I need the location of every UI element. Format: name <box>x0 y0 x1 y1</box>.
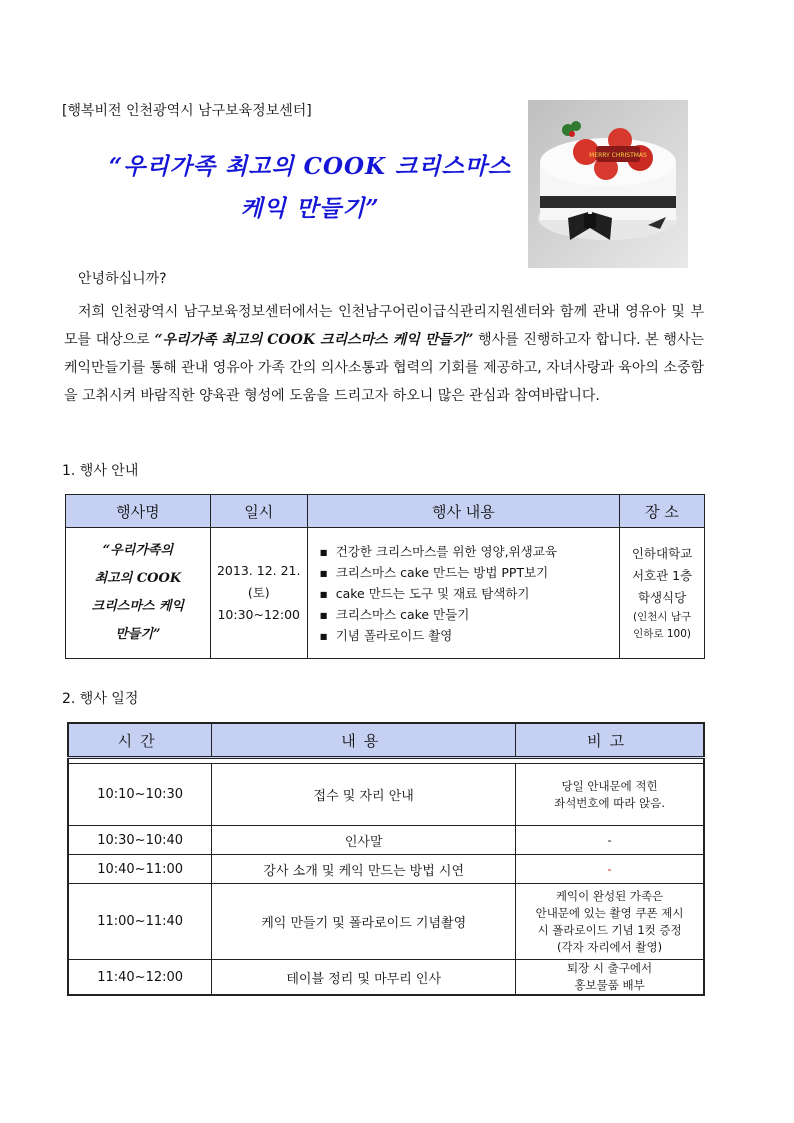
list-item: ■ 건강한 크리스마스를 위한 영양,위생교육 <box>332 541 619 562</box>
schedule-time: 11:00~11:40 <box>68 884 212 960</box>
schedule-note-line: 좌석번호에 따라 앉음. <box>554 795 666 810</box>
section-heading-schedule: 2. 행사 일정 <box>62 691 139 707</box>
header-time: 시간 <box>68 723 212 758</box>
list-item: ■ 크리스마스 cake 만드는 방법 PPT보기 <box>332 562 619 583</box>
table-row <box>68 826 704 855</box>
organization-header: [행복비전 인천광역시 남구보육정보센터] <box>62 103 312 119</box>
event-name-cell <box>66 528 211 659</box>
header-date: 일시 <box>210 495 307 528</box>
event-time-line: 10:30~12:00 <box>217 607 300 622</box>
section-heading-event-info: 1. 행사 안내 <box>62 463 139 479</box>
schedule-note: - <box>516 855 704 884</box>
list-item: ■ cake 만드는 도구 및 재료 탐색하기 <box>332 583 619 604</box>
intro-paragraph <box>64 298 704 410</box>
list-item: ■ 크리스마스 cake 만들기 <box>332 604 619 625</box>
header-event-name: 행사명 <box>66 495 211 528</box>
event-info-header-row <box>66 495 705 528</box>
schedule-time: 10:30~10:40 <box>68 826 212 855</box>
list-item: ■ 기념 폴라로이드 촬영 <box>332 625 619 646</box>
schedule-note-line: 당일 안내문에 적힌 <box>561 778 658 793</box>
schedule-note-line: 시 폴라로이드 기념 1컷 증정 <box>537 922 682 937</box>
intro-text-before: 저희 인천광역시 남구보육정보센터에서는 인천남구어린이급식관리지원센터와 함께 관내 영유아 및 부모를 대상으로 <box>64 304 704 348</box>
intro-text-after: 행사를 진행하고자 합니다. 본 행사는 케익만들기를 통해 관내 영유아 가족 간의 의사소통과 협력의 기회를 제공하고, 자녀사랑과 육아의 소중함을 고취시켜 바람직한 양육관 형성에 도움을 드리고자 하오니 많은 관심과 참여바랍니다. <box>64 332 705 404</box>
schedule-content: 접수 및 자리 안내 <box>212 764 516 826</box>
event-venue-cell <box>620 528 705 659</box>
event-info-table <box>65 494 705 659</box>
schedule-note-line: (각자 자리에서 촬영) <box>556 939 663 954</box>
venue-line: 서호관 1층 <box>631 568 693 583</box>
table-row <box>68 855 704 884</box>
schedule-note-line: 퇴장 시 출구에서 <box>567 961 653 975</box>
schedule-time: 10:40~11:00 <box>68 855 212 884</box>
venue-line: 학생식당 <box>637 590 687 605</box>
christmas-cake-photo <box>528 100 688 268</box>
event-name-line: 만들기” <box>115 627 161 642</box>
schedule-table <box>67 722 705 996</box>
schedule-note <box>516 764 704 826</box>
schedule-note <box>516 960 704 996</box>
header-content: 내용 <box>212 723 516 758</box>
schedule-content: 인사말 <box>212 826 516 855</box>
schedule-content: 테이블 정리 및 마무리 인사 <box>212 960 516 996</box>
table-row <box>68 960 704 996</box>
schedule-note-line: 홍보물품 배부 <box>574 978 645 992</box>
event-date-cell <box>210 528 307 659</box>
table-row <box>68 764 704 826</box>
event-title-line-2: 케익 만들기” <box>240 195 380 222</box>
event-name-line: 크리스마스 케익 <box>91 599 185 614</box>
schedule-header-row <box>68 723 704 758</box>
event-info-row <box>66 528 705 659</box>
schedule-time: 11:40~12:00 <box>68 960 212 996</box>
event-date-line: 2013. 12. 21. <box>216 563 301 578</box>
schedule-note <box>516 884 704 960</box>
event-name-line: 최고의 COOK <box>94 571 182 586</box>
header-venue: 장 소 <box>620 495 705 528</box>
greeting-text: 안녕하십니까? <box>78 271 167 287</box>
schedule-note-line: 케익이 완성된 가족은 <box>555 888 664 903</box>
header-note: 비고 <box>516 723 704 758</box>
schedule-note-line: 안내문에 있는 촬영 쿠폰 제시 <box>535 905 684 920</box>
event-content-cell <box>307 528 619 659</box>
event-content-list <box>318 541 619 646</box>
event-title-line-1: “우리가족 최고의 COOK 크리스마스 <box>108 153 512 180</box>
schedule-time: 10:10~10:30 <box>68 764 212 826</box>
intro-event-name: “우리가족 최고의 COOK 크리스마스 케익 만들기” <box>154 332 474 348</box>
schedule-note: - <box>516 826 704 855</box>
venue-address-line: (인천시 남구 <box>632 611 692 623</box>
table-row <box>68 884 704 960</box>
cake-plaque-text: MERRY CHRISTMAS <box>589 152 647 159</box>
schedule-content: 케익 만들기 및 폴라로이드 기념촬영 <box>212 884 516 960</box>
venue-line: 인하대학교 <box>631 546 693 561</box>
event-title <box>90 146 530 230</box>
event-name-line: “우리가족의 <box>102 543 174 558</box>
header-content: 행사 내용 <box>307 495 619 528</box>
schedule-content: 강사 소개 및 케익 만드는 방법 시연 <box>212 855 516 884</box>
venue-address-line: 인하로 100) <box>633 628 691 640</box>
event-day-line: (토) <box>247 585 270 600</box>
